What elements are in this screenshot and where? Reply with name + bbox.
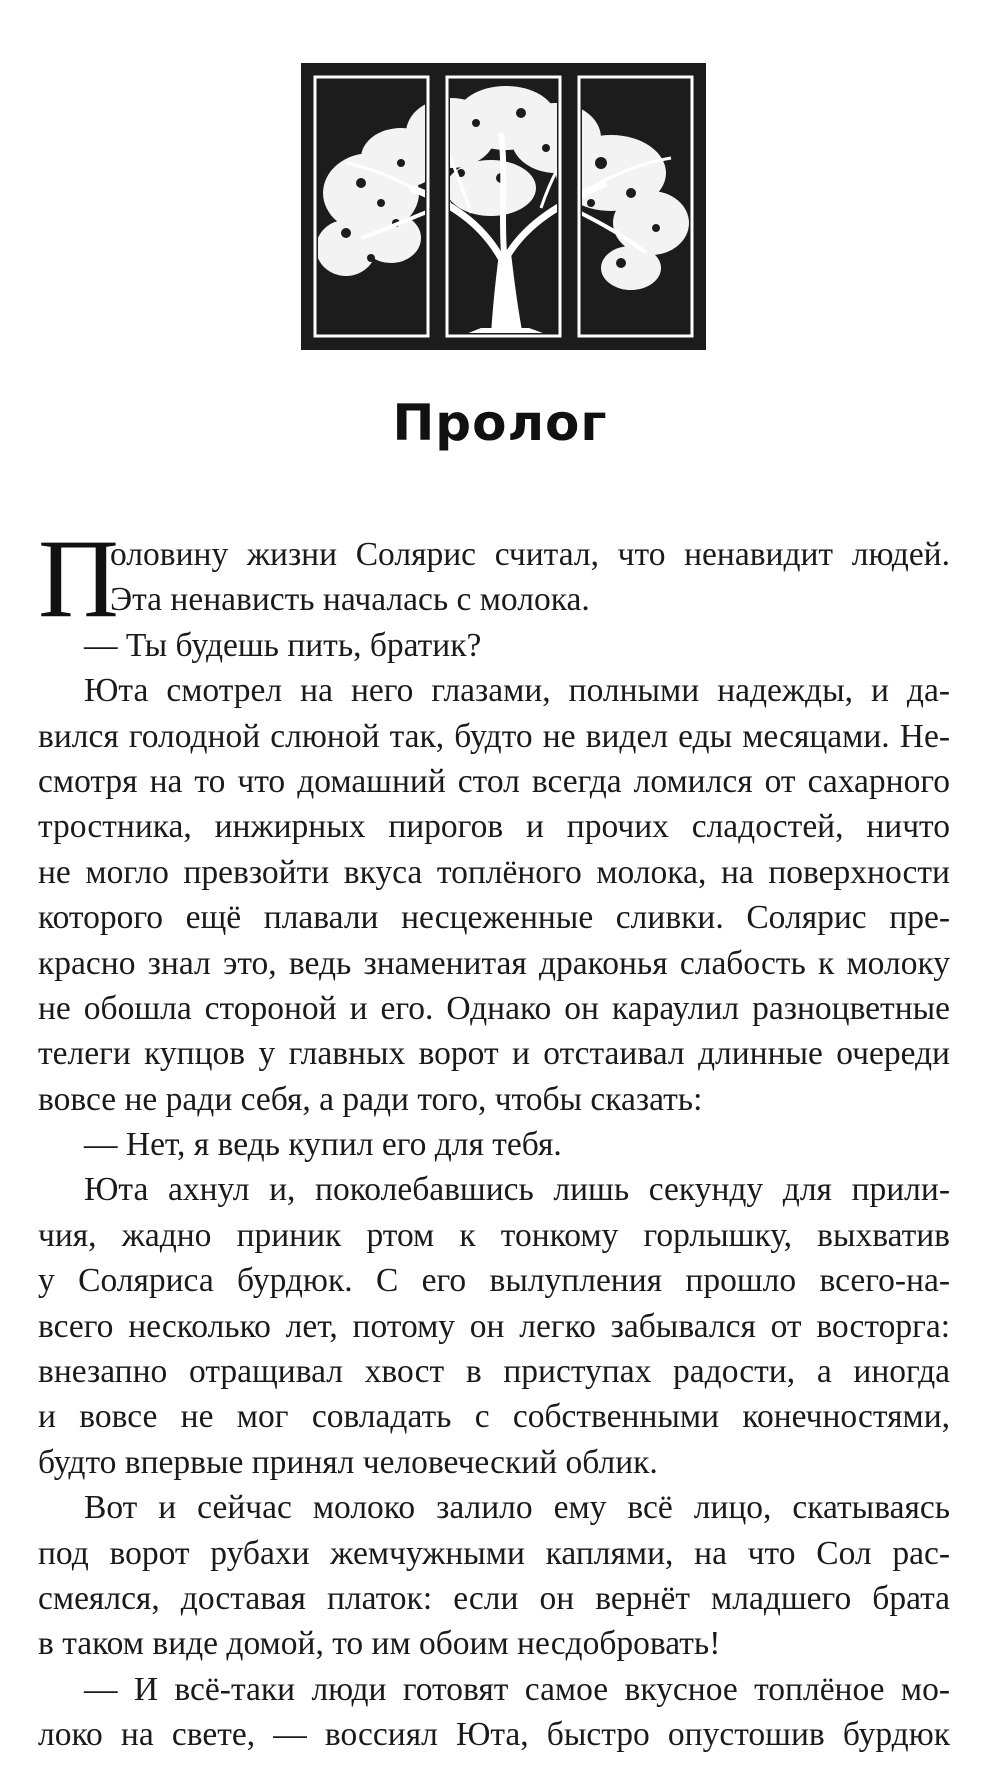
text-line: — Ты будешь пить, братик? <box>84 626 482 664</box>
text-line: и вовсе не мог совладать с собственными конечностями, <box>38 1398 950 1436</box>
text-line: Вот и сейчас молоко залило ему всё лицо, скатываясь <box>84 1489 950 1527</box>
text-line: не могло превзойти вкуса топлёного молока, на поверхности <box>38 853 950 891</box>
text-line: внезапно отращивал хвост в приступах радости, а иногда <box>38 1353 950 1391</box>
drop-cap: П <box>38 517 119 641</box>
text-line: П оловину жизни Солярис считал, что ненавидит людей. <box>38 517 950 641</box>
text-line: которого ещё плавали несцеженные сливки. Солярис пре- <box>38 899 950 937</box>
text-line: Эта ненависть началась с молока. <box>110 581 590 619</box>
text-line: всего несколько лет, потому он легко забывался от восторга: <box>38 1307 950 1345</box>
text-line: красно знал это, ведь знаменитая драконья слабость к молоку <box>38 944 950 982</box>
chapter-title: Пролог <box>392 394 608 452</box>
text-line: Юта смотрел на него глазами, полными надежды, и да- <box>84 672 950 710</box>
tree-triptych-illustration <box>301 63 706 350</box>
text-line: — И всё-таки люди готовят самое вкусное топлёное мо- <box>84 1670 950 1708</box>
text-line: под ворот рубахи жемчужными каплями, на что Сол рас- <box>38 1534 950 1572</box>
text-line: Юта ахнул и, поколебавшись лишь секунду для прили- <box>84 1171 950 1209</box>
text-line: вился голодной слюной так, будто не видел еды месяцами. Не- <box>38 717 950 755</box>
text-line: локо на свете, — воссиял Юта, быстро опустошив бурдюк <box>38 1716 950 1754</box>
tree-icon <box>301 63 706 350</box>
text-line: — Нет, я ведь купил его для тебя. <box>84 1126 562 1164</box>
text-line: тростника, инжирных пирогов и прочих сладостей, ничто <box>38 808 950 846</box>
text-line: у Соляриса бурдюк. С его вылупления прошло всего-на- <box>38 1262 950 1300</box>
text-line: телеги купцов у главных ворот и отстаивал длинные очереди <box>38 1035 950 1073</box>
text-line: смеялся, доставая платок: если он вернёт младшего брата <box>38 1579 950 1617</box>
text-line: смотря на то что домашний стол всегда ломился от сахарного <box>38 762 950 800</box>
text-line: будто впервые принял человеческий облик. <box>38 1443 658 1481</box>
text-line: вовсе не ради себя, а ради того, чтобы сказать: <box>38 1080 703 1118</box>
text-line: чия, жадно приник ртом к тонкому горлышку, выхватив <box>38 1216 950 1254</box>
body-text <box>38 517 950 1758</box>
text-line: в таком виде домой, то им обоим несдобровать! <box>38 1625 721 1663</box>
text-line: не обошла стороной и его. Однако он караулил разноцветные <box>38 989 950 1027</box>
